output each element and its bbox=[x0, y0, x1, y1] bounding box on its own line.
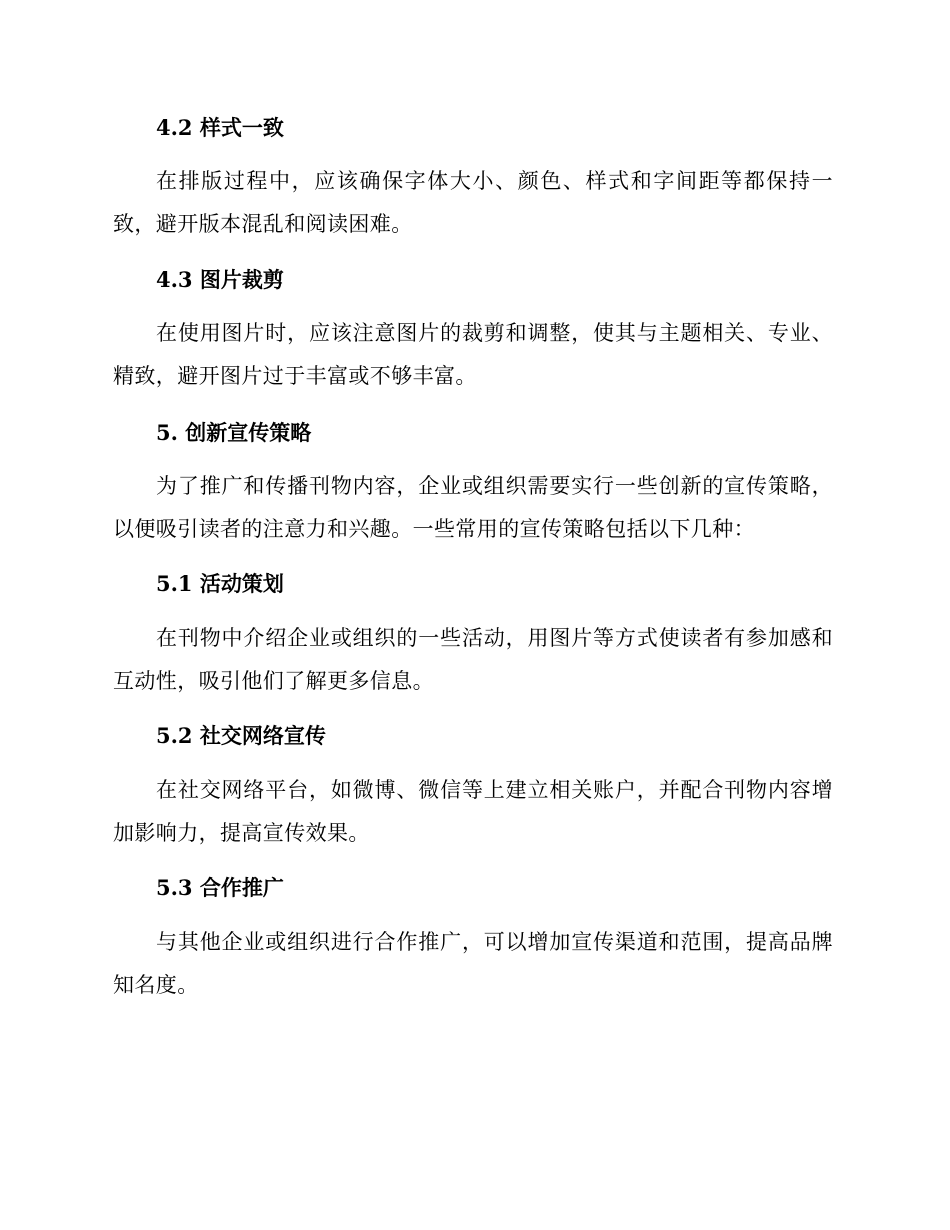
section-heading-5-3: 5.3 合作推广 bbox=[156, 875, 284, 900]
section-paragraph-5-2: 在社交网络平台，如微博、微信等上建立相关账户，并配合刊物内容增加影响力，提高宣传效果。 bbox=[113, 778, 833, 845]
section-paragraph-4-2: 在排版过程中，应该确保字体大小、颜色、样式和字间距等都保持一致，避开版本混乱和阅读困难。 bbox=[113, 169, 833, 236]
section-heading-5-1: 5.1 活动策划 bbox=[156, 571, 284, 596]
section-paragraph-5-1: 在刊物中介绍企业或组织的一些活动，用图片等方式使读者有参加感和互动性，吸引他们了解更多信息。 bbox=[113, 626, 833, 693]
section-heading-4-2: 4.2 样式一致 bbox=[156, 115, 284, 140]
section-paragraph-4-3: 在使用图片时，应该注意图片的裁剪和调整，使其与主题相关、专业、精致，避开图片过于丰富或不够丰富。 bbox=[113, 321, 833, 388]
section-heading-5-2: 5.2 社交网络宣传 bbox=[156, 723, 326, 748]
section-heading-5: 5. 创新宣传策略 bbox=[156, 420, 312, 445]
section-paragraph-5: 为了推广和传播刊物内容，企业或组织需要实行一些创新的宣传策略，以便吸引读者的注意力和兴趣。一些常用的宣传策略包括以下几种： bbox=[113, 474, 833, 541]
section-paragraph-5-3: 与其他企业或组织进行合作推广，可以增加宣传渠道和范围，提高品牌知名度。 bbox=[113, 930, 833, 997]
section-heading-4-3: 4.3 图片裁剪 bbox=[156, 267, 284, 292]
